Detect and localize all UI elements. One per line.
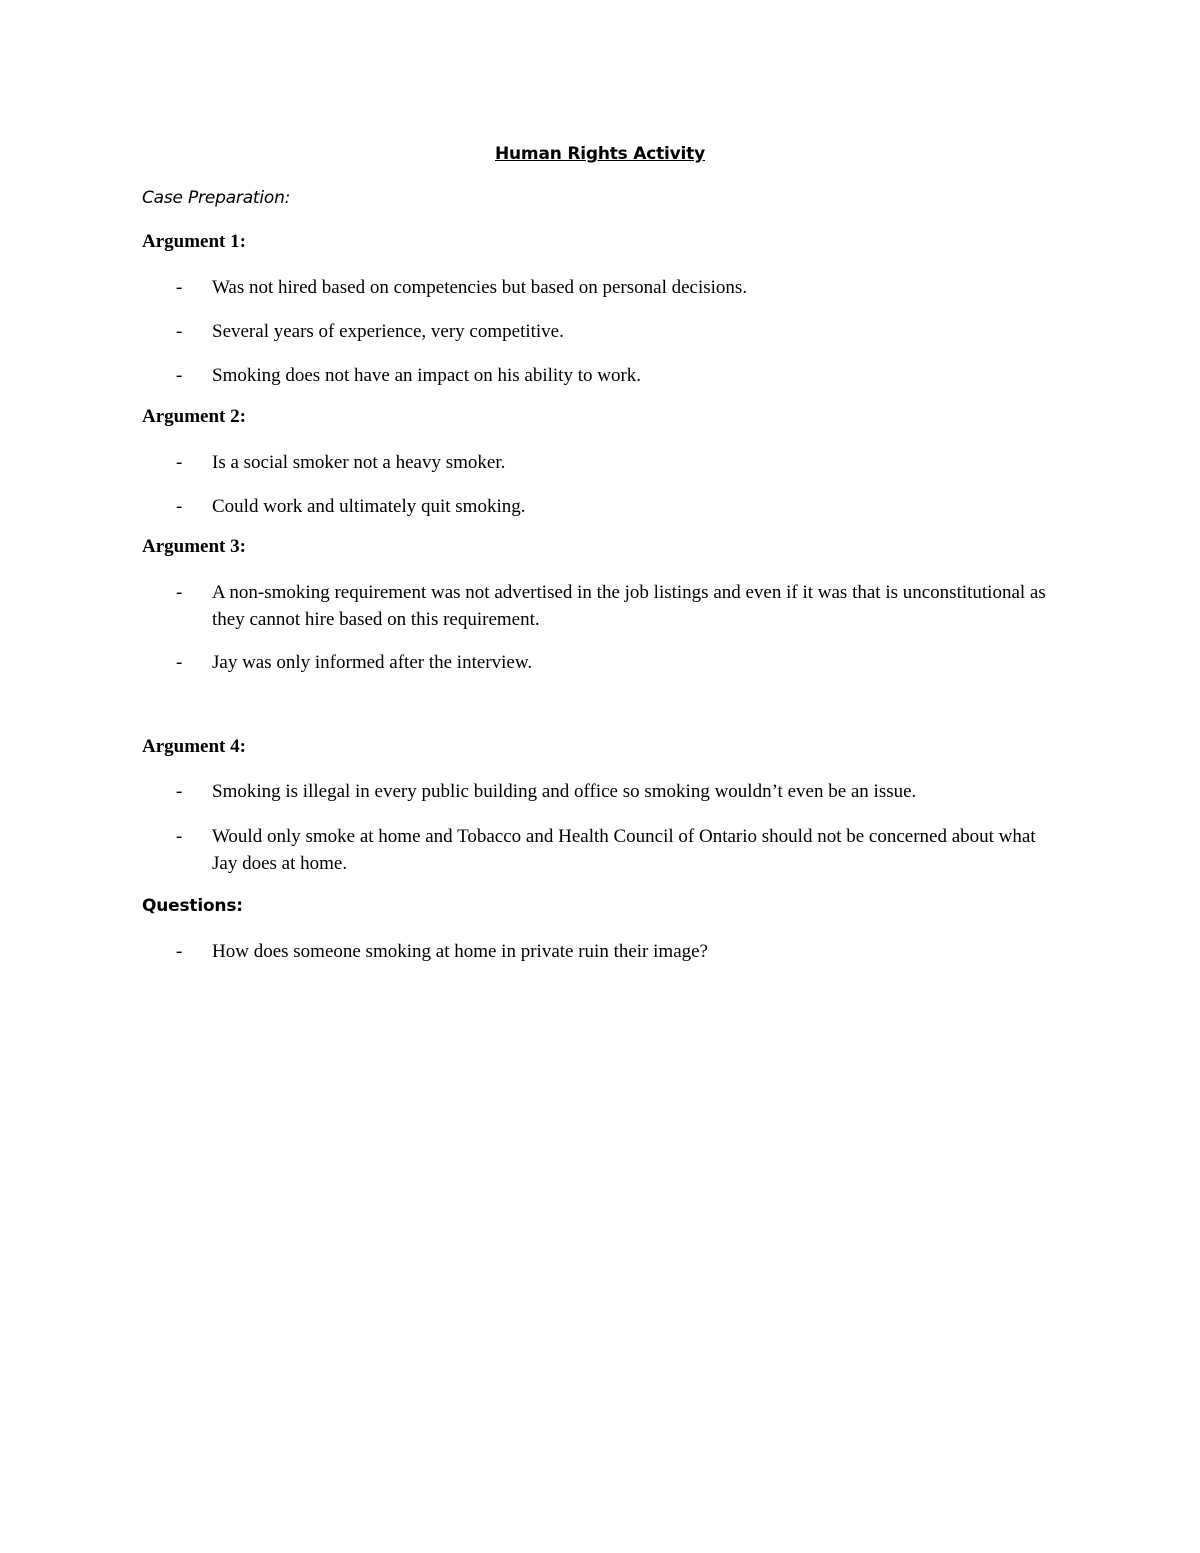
bullet-dash: -	[176, 826, 183, 847]
section-heading-argument-1: Argument 1:	[142, 231, 246, 252]
bullet-dash: -	[176, 941, 183, 962]
bullet-dash: -	[176, 452, 183, 473]
bullet-dash: -	[176, 781, 183, 802]
section-heading-argument-2: Argument 2:	[142, 406, 246, 427]
list-item-text: Smoking does not have an impact on his ability to work.	[212, 365, 642, 386]
document-subtitle: Case Preparation:	[142, 188, 291, 208]
bullet-dash: -	[176, 365, 183, 386]
bullet-dash: -	[176, 277, 183, 298]
list-item-text: Could work and ultimately quit smoking.	[212, 496, 526, 517]
list-item-text: Several years of experience, very competitive.	[212, 321, 564, 342]
list-item-text: Smoking is illegal in every public building and office so smoking wouldn’t even be an issue.	[212, 781, 917, 802]
list-item-text: Jay was only informed after the interview.	[212, 652, 533, 673]
bullet-dash: -	[176, 582, 183, 603]
list-item-text: A non-smoking requirement was not advertised in the job listings and even if it was that is unconstitutional as they cannot hire based on this requirement.	[212, 582, 1046, 630]
section-heading-argument-4: Argument 4:	[142, 736, 246, 757]
bullet-dash: -	[176, 321, 183, 342]
list-item-text: Was not hired based on competencies but based on personal decisions.	[212, 277, 748, 298]
list-item-text: How does someone smoking at home in private ruin their image?	[212, 941, 708, 962]
bullet-dash: -	[176, 496, 183, 517]
section-heading-questions: Questions:	[142, 896, 243, 916]
list-item-text: Is a social smoker not a heavy smoker.	[212, 452, 506, 473]
section-heading-argument-3: Argument 3:	[142, 536, 246, 557]
bullet-dash: -	[176, 652, 183, 673]
document-title: Human Rights Activity	[495, 144, 705, 164]
list-item-text: Would only smoke at home and Tobacco and Health Council of Ontario should not be concerned about what Jay does at home.	[212, 826, 1036, 874]
